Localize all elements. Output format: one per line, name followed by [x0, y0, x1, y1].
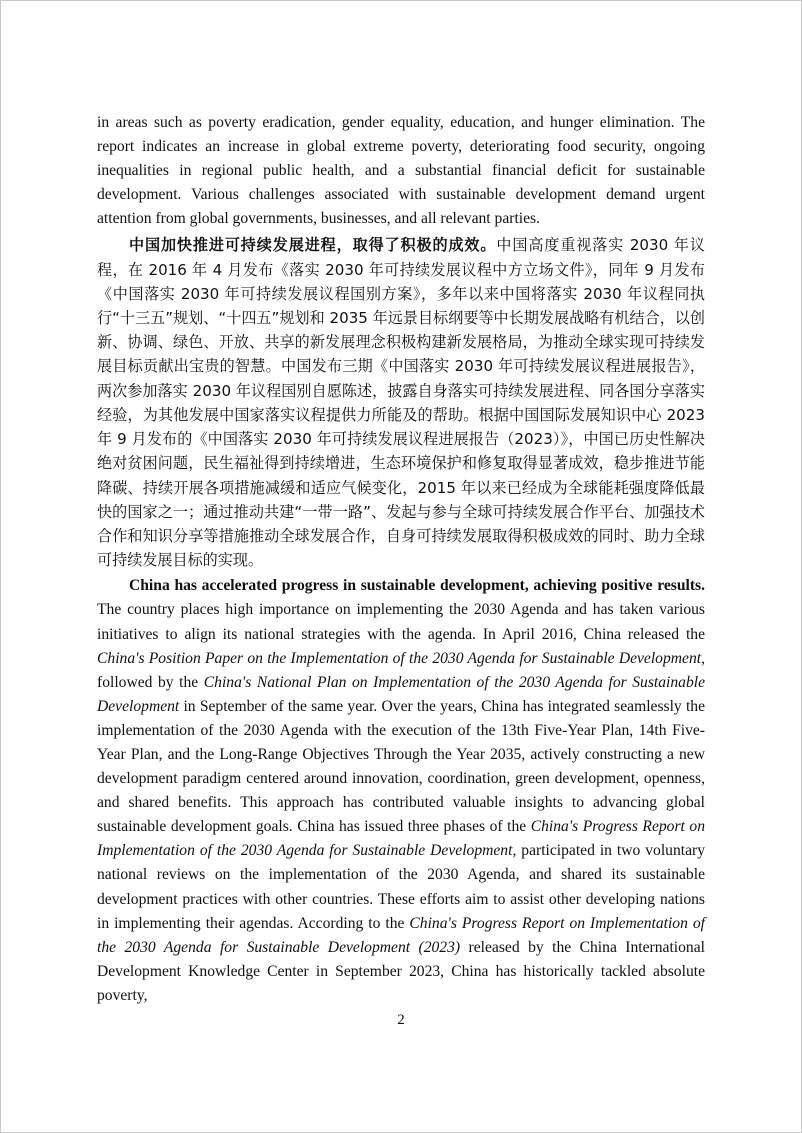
- page-number: 2: [397, 1012, 405, 1028]
- paragraph-intro: [97, 111, 705, 231]
- paragraph-english-heading: China has accelerated progress in sustainable development, achieving positive results.: [129, 577, 705, 595]
- document-title-national-plan: China's National Plan on Implementation of the 2030 Agenda for Sustainable Development: [97, 673, 706, 715]
- document-title-progress-report-2023: China's Progress Report on Implementation of the 2030 Agenda for Sustainable Development (2023): [97, 914, 705, 956]
- paragraph-intro-text: in areas such as poverty eradication, gender equality, education, and hunger elimination. The report indicates an increase in global extreme poverty, deteriorating food security, ongoing inequalities in regional public health, and a substantial financial deficit for sustainable development. Various challenges associated with sustainable development demand urgent attention from global governments, businesses, and all relevant parties.: [97, 114, 705, 228]
- paragraph-chinese-heading: 中国加快推进可持续发展进程，取得了积极的成效。: [129, 236, 497, 255]
- paragraph-english-text-1: The country places high importance on implementing the 2030 Agenda and has taken various initiatives to align its national strategies with the agenda. In April 2016, China released the: [97, 601, 705, 643]
- paragraph-english: [97, 574, 705, 1008]
- paragraph-chinese-body: 中国高度重视落实 2030 年议程，在 2016 年 4 月发布《落实 2030 年可持续发展议程中方立场文件》，同年 9 月发布《中国落实 2030 年可持续发展议程国别方案》，多年以来中国将落实 2030 年议程同执行“十三五”规划、“十四五”规划和 2035 年远景目标纲要等中长期发展战略有机结合，以创新、协调、绿色、开放、共享的新发展理念积极构建新发展格局，为推动全球实现可持续发展目标贡献出宝贵的智慧。中国发布三期《中国落实 2030 年可持续发展议程进展报告》，两次参加落实 2030 年议程国别自愿陈述，披露自身落实可持续发展进程、同各国分享落实经验，为其他发展中国家落实议程提供力所能及的帮助。根据中国国际发展知识中心 2023 年 9 月发布的《中国落实 2030 年可持续发展议程进展报告（2023）》，中国已历史性解决绝对贫困问题，民生福祉得到持续增进，生态环境保护和修复取得显著成效，稳步推进节能降碳、持续开展各项措施减缓和适应气候变化，2015 年以来已经成为全球能耗强度降低最快的国家之一；通过推动共建“一带一路”、发起与参与全球可持续发展合作平台、加强技术合作和知识分享等措施推动全球发展合作，自身可持续发展取得积极成效的同时、助力全球可持续发展目标的实现。: [97, 236, 705, 570]
- paragraph-english-text-2: , followed by the: [97, 649, 705, 691]
- page-body: [97, 111, 705, 1010]
- paragraph-chinese: [97, 233, 705, 572]
- paragraph-english-text-3: in September of the same year. Over the years, China has integrated seamlessly the implementation of the 2030 Agenda with the execution of the 13th Five-Year Plan, 14th Five-Year Plan, and the Long-Range Objectives Through the Year 2035, actively constructing a new development paradigm centered around innovation, coordination, green development, openness, and shared benefits. This approach has contributed valuable insights to advancing global sustainable development goals. China has issued three phases of the: [97, 697, 705, 836]
- document-title-progress-report: China's Progress Report on Implementation of the 2030 Agenda for Sustainable Development: [97, 818, 705, 860]
- paragraph-english-text-5: released by the China International Development Knowledge Center in September 2023, China has historically tackled absolute poverty,: [97, 938, 705, 1004]
- paragraph-english-text-4: , participated in two voluntary national reviews on the implementation of the 2030 Agenda, and shared its sustainable development practices with other countries. These efforts aim to assist other developing nations in implementing their agendas. According to the: [97, 842, 705, 932]
- document-title-position-paper: China's Position Paper on the Implementation of the 2030 Agenda for Sustainable Development: [97, 649, 702, 667]
